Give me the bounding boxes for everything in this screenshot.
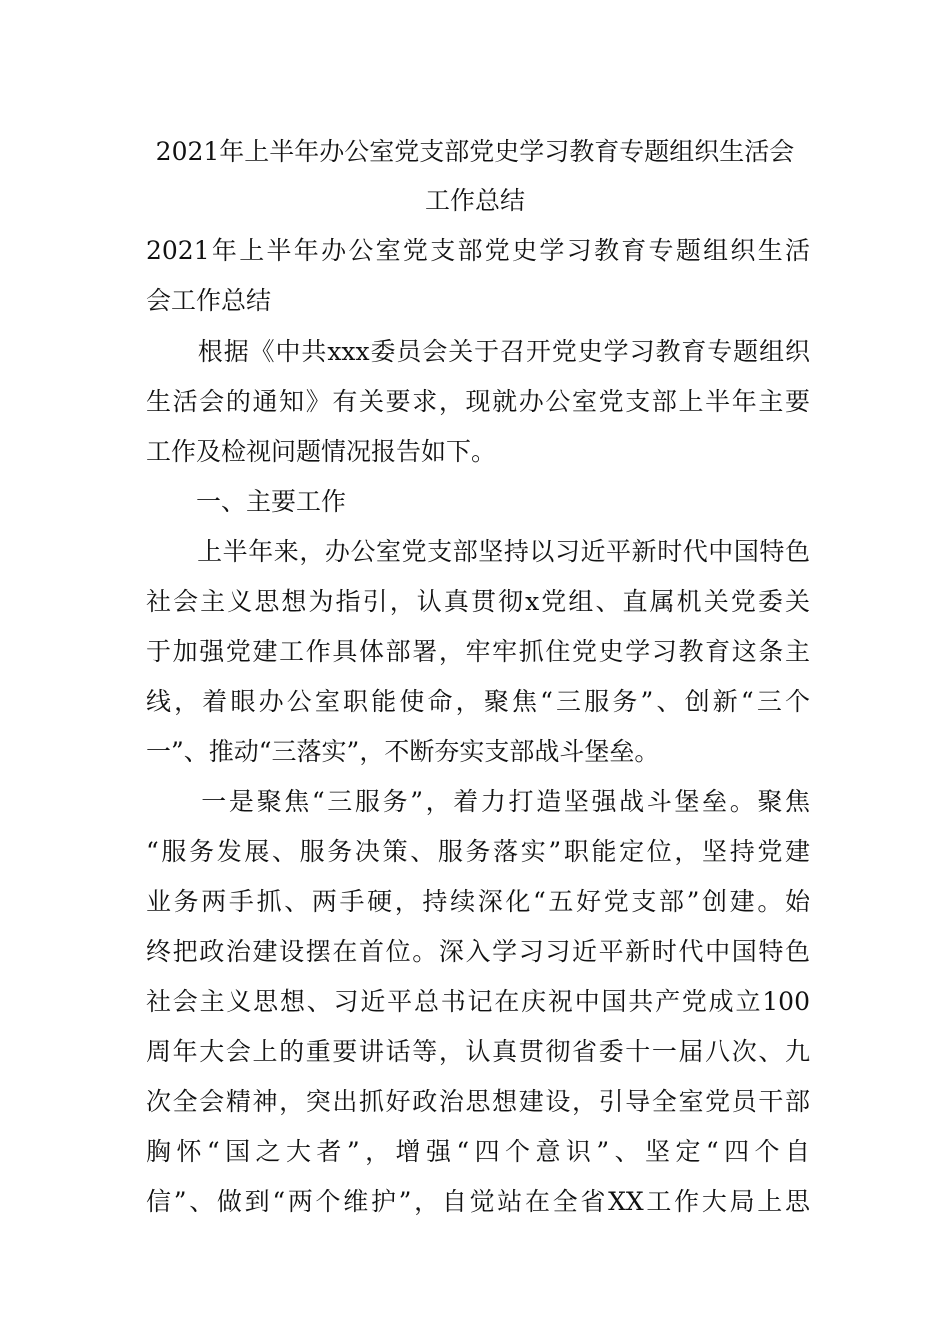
body-line: 上半年来，办公室党支部坚持以习近平新时代中国特色 xyxy=(146,537,810,566)
body-line: 2021年上半年办公室党支部党史学习教育专题组织生活 xyxy=(146,236,810,265)
body-line: 生活会的通知》有关要求，现就办公室党支部上半年主要 xyxy=(146,387,810,416)
body-line: 线，着眼办公室职能使命，聚焦“三服务”、创新“三个 xyxy=(146,687,810,716)
document-title-line-1: 2021年上半年办公室党支部党史学习教育专题组织生活会 xyxy=(155,137,795,166)
body-line: 工作及检视问题情况报告如下。 xyxy=(146,437,497,466)
body-line: 会工作总结 xyxy=(146,286,272,315)
body-line: 次全会精神，突出抓好政治思想建设，引导全室党员干部 xyxy=(146,1087,810,1116)
body-line: 信”、做到“两个维护”，自觉站在全省XX工作大局上思 xyxy=(146,1187,810,1216)
body-line: 根据《中共xxx委员会关于召开党史学习教育专题组织 xyxy=(146,337,810,366)
body-line: 一是聚焦“三服务”，着力打造坚强战斗堡垒。聚焦 xyxy=(146,787,810,816)
document-title-line-2: 工作总结 xyxy=(424,186,525,215)
body-line: 胸怀“国之大者”，增强“四个意识”、坚定“四个自 xyxy=(146,1137,810,1166)
body-line: 业务两手抓、两手硬，持续深化“五好党支部”创建。始 xyxy=(146,887,810,916)
body-line: 周年大会上的重要讲话等，认真贯彻省委十一届八次、九 xyxy=(146,1037,810,1066)
body-line: 一”、推动“三落实”，不断夯实支部战斗堡垒。 xyxy=(146,737,660,766)
body-line: 于加强党建工作具体部署，牢牢抓住党史学习教育这条主 xyxy=(146,637,810,666)
body-line: 社会主义思想为指引，认真贯彻x党组、直属机关党委关 xyxy=(146,587,810,616)
body-line: 社会主义思想、习近平总书记在庆祝中国共产党成立100 xyxy=(146,987,810,1016)
section-heading: 一、主要工作 xyxy=(146,487,347,516)
body-line: 终把政治建设摆在首位。深入学习习近平新时代中国特色 xyxy=(146,937,810,966)
body-line: “服务发展、服务决策、服务落实”职能定位，坚持党建 xyxy=(146,837,810,866)
